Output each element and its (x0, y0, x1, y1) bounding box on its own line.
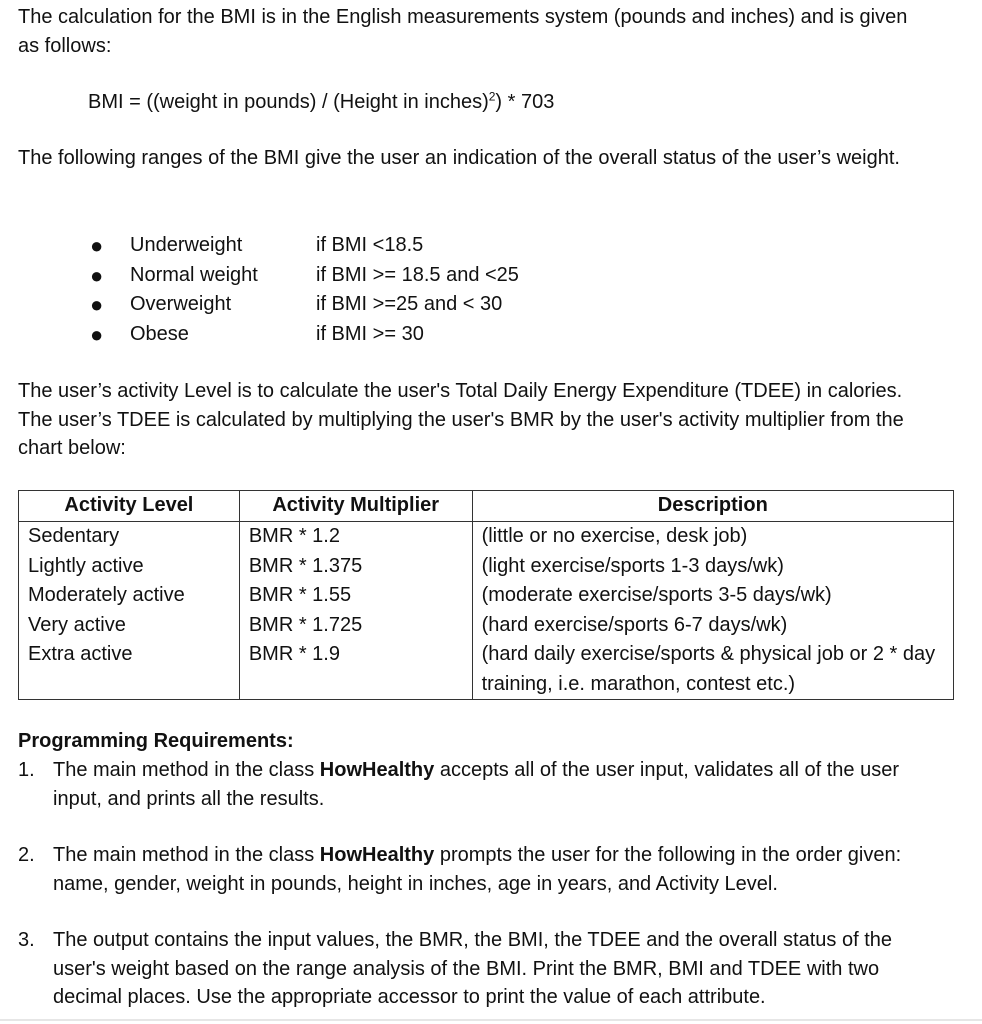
range-condition: if BMI >= 30 (316, 322, 424, 345)
requirement-number: 3. (18, 929, 35, 951)
multiplier-cell: BMR * 1.2 (239, 522, 472, 552)
description-cell: (moderate exercise/sports 3-5 days/wk) (472, 581, 953, 611)
bmi-ranges-list (90, 231, 576, 349)
list-item (18, 841, 938, 898)
requirement-text-end: accepts all of the user input, validates all of the user input, and prints all the results. (53, 759, 899, 810)
requirement-text-start: The output contains the input values, the BMR, the BMI, the TDEE and the overall status of the user's weight based on the range analysis of the BMI. Print the BMR, BMI and TDEE with two decimal places. Use the appropriate accessor to print the value of each attribute. (53, 929, 892, 1008)
bullet-icon: ● (90, 292, 104, 317)
ranges-intro-paragraph: The following ranges of the BMI give the user an indication of the overall status of the user’s weight. (18, 147, 900, 169)
requirements-title: Programming Requirements: (18, 730, 294, 752)
requirement-number: 1. (18, 759, 35, 781)
range-category: Overweight (130, 293, 232, 315)
page-bottom-rule (0, 1019, 982, 1021)
column-header-description: Description (472, 491, 953, 522)
list-item (90, 261, 576, 291)
activity-table (18, 490, 954, 700)
table-row (19, 552, 954, 582)
class-name: HowHealthy (319, 844, 435, 866)
requirement-text-end: prompts the user for the following in the order given: name, gender, weight in pounds, height in inches, age in years, and Activity Level. (53, 844, 902, 895)
range-category: Normal weight (130, 263, 258, 286)
bullet-icon: ● (90, 321, 104, 347)
list-item (18, 926, 938, 1012)
activity-level-cell: Very active (19, 611, 240, 641)
range-condition: if BMI >= 18.5 and <25 (316, 263, 519, 286)
bmi-formula (88, 88, 554, 116)
column-header-activity-level: Activity Level (19, 491, 240, 522)
list-item (18, 756, 938, 813)
multiplier-cell: BMR * 1.55 (239, 581, 472, 611)
activity-level-cell: Moderately active (19, 581, 240, 611)
formula-prefix: BMI = ((weight in pounds) / (Height in inches) (88, 91, 489, 113)
column-header-activity-multiplier: Activity Multiplier (239, 491, 472, 522)
description-cell: (light exercise/sports 1-3 days/wk) (472, 552, 953, 582)
list-item (90, 231, 576, 261)
range-condition: if BMI <18.5 (316, 234, 424, 256)
activity-level-cell: Extra active (19, 640, 240, 700)
list-item (90, 320, 576, 350)
multiplier-cell: BMR * 1.9 (239, 640, 472, 700)
formula-exponent: 2 (488, 89, 496, 104)
requirement-number: 2. (18, 844, 35, 866)
activity-intro-paragraph: The user’s activity Level is to calculate the user's Total Daily Energy Expenditure (TDEE) in calories. The user’s TDEE is calculated by multiplying the user's BMR by the user's activity multiplier from the chart below: (18, 380, 904, 459)
class-name: HowHealthy (319, 759, 435, 781)
activity-level-cell: Lightly active (19, 552, 240, 582)
multiplier-cell: BMR * 1.375 (239, 552, 472, 582)
requirement-text (53, 926, 938, 1012)
bmi-intro-paragraph: The calculation for the BMI is in the English measurements system (pounds and inches) and is given as follows: (18, 6, 908, 57)
requirement-text-start: The main method in the class (53, 844, 320, 866)
table-row (19, 640, 954, 700)
multiplier-cell: BMR * 1.725 (239, 611, 472, 641)
bullet-icon: ● (90, 233, 104, 258)
table-row (19, 581, 954, 611)
formula-suffix: ) * 703 (495, 91, 555, 113)
requirement-text (53, 756, 938, 813)
table-header-row (19, 491, 954, 522)
description-cell: (hard exercise/sports 6-7 days/wk) (472, 611, 953, 641)
range-condition: if BMI >=25 and < 30 (316, 293, 503, 315)
range-category: Obese (130, 322, 189, 345)
table-row (19, 611, 954, 641)
requirement-text-start: The main method in the class (53, 759, 320, 781)
activity-level-cell: Sedentary (19, 522, 240, 552)
description-cell: (little or no exercise, desk job) (472, 522, 953, 552)
list-item (90, 290, 576, 320)
description-cell: (hard daily exercise/sports & physical job or 2 * day training, i.e. marathon, contest etc.) (472, 640, 953, 700)
requirement-text (53, 841, 938, 898)
bullet-icon: ● (90, 262, 104, 288)
table-row (19, 522, 954, 552)
range-category: Underweight (130, 234, 243, 256)
